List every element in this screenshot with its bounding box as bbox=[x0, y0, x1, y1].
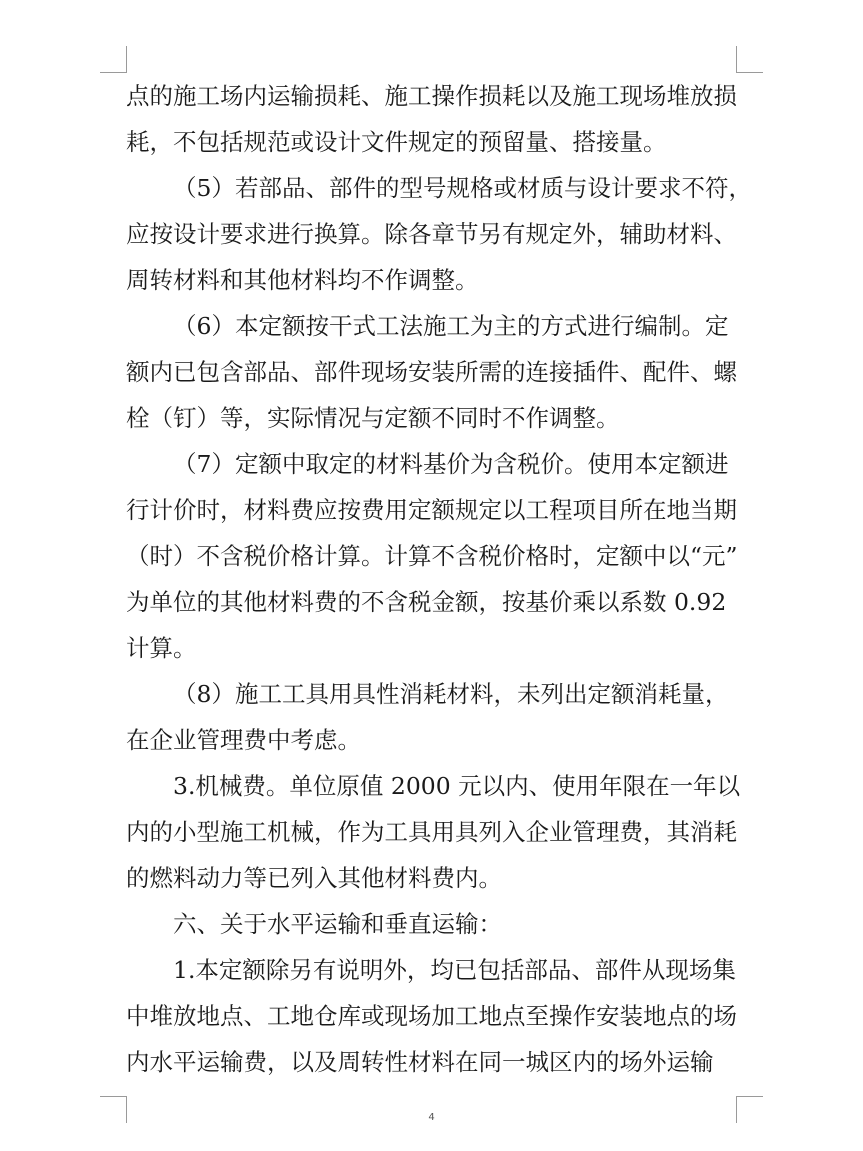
text-line: 应按设计要求进行换算。除各章节另有规定外，辅助材料、 bbox=[126, 220, 737, 248]
text-line: （6）本定额按干式工法施工为主的方式进行编制。定 bbox=[173, 312, 729, 340]
page-number: 4 bbox=[428, 1112, 435, 1123]
crop-mark-top-left bbox=[100, 46, 127, 73]
text-line: 内的小型施工机械，作为工具用具列入企业管理费，其消耗 bbox=[126, 818, 737, 846]
text-line: 为单位的其他材料费的不含税金额，按基价乘以系数 0.92 bbox=[126, 588, 727, 616]
text-line: 周转材料和其他材料均不作调整。 bbox=[126, 266, 479, 294]
text-line: 内水平运输费，以及周转性材料在同一城区内的场外运输 bbox=[126, 1048, 714, 1076]
text-line: 耗，不包括规范或设计文件规定的预留量、搭接量。 bbox=[126, 128, 667, 156]
text-line: 1.本定额除另有说明外，均已包括部品、部件从现场集 bbox=[173, 956, 736, 984]
text-line: 行计价时，材料费应按费用定额规定以工程项目所在地当期 bbox=[126, 496, 737, 524]
paragraph-transport bbox=[126, 947, 738, 1085]
text-line: （7）定额中取定的材料基价为含税价。使用本定额进 bbox=[173, 450, 729, 478]
paragraph-item-8 bbox=[126, 671, 738, 763]
text-line: 栓（钉）等，实际情况与定额不同时不作调整。 bbox=[126, 404, 620, 432]
text-line: （时）不含税价格计算。计算不含税价格时，定额中以“元” bbox=[126, 542, 738, 570]
text-line: 计算。 bbox=[126, 634, 197, 662]
paragraph-machinery-cost bbox=[126, 763, 741, 901]
heading-text: 六、关于水平运输和垂直运输： bbox=[173, 910, 502, 938]
paragraph-item-7 bbox=[126, 441, 738, 671]
section-heading bbox=[126, 901, 738, 947]
text-line: 额内已包含部品、部件现场安装所需的连接插件、配件、螺 bbox=[126, 358, 737, 386]
paragraph-item-5 bbox=[126, 165, 752, 303]
text-line: （8）施工工具用具性消耗材料，未列出定额消耗量， bbox=[173, 680, 729, 708]
crop-mark-top-right bbox=[736, 46, 763, 73]
text-line: 点的施工场内运输损耗、施工操作损耗以及施工现场堆放损 bbox=[126, 82, 737, 110]
text-line: 3.机械费。单位原值 2000 元以内、使用年限在一年以 bbox=[173, 772, 741, 800]
text-line: 的燃料动力等已列入其他材料费内。 bbox=[126, 864, 502, 892]
text-line: 中堆放地点、工地仓库或现场加工地点至操作安装地点的场 bbox=[126, 1002, 737, 1030]
paragraph-continuation bbox=[126, 73, 738, 165]
paragraph-item-6 bbox=[126, 303, 738, 441]
text-line: 在企业管理费中考虑。 bbox=[126, 726, 361, 754]
document-body bbox=[126, 73, 752, 1085]
text-line: （5）若部品、部件的型号规格或材质与设计要求不符， bbox=[173, 174, 752, 202]
